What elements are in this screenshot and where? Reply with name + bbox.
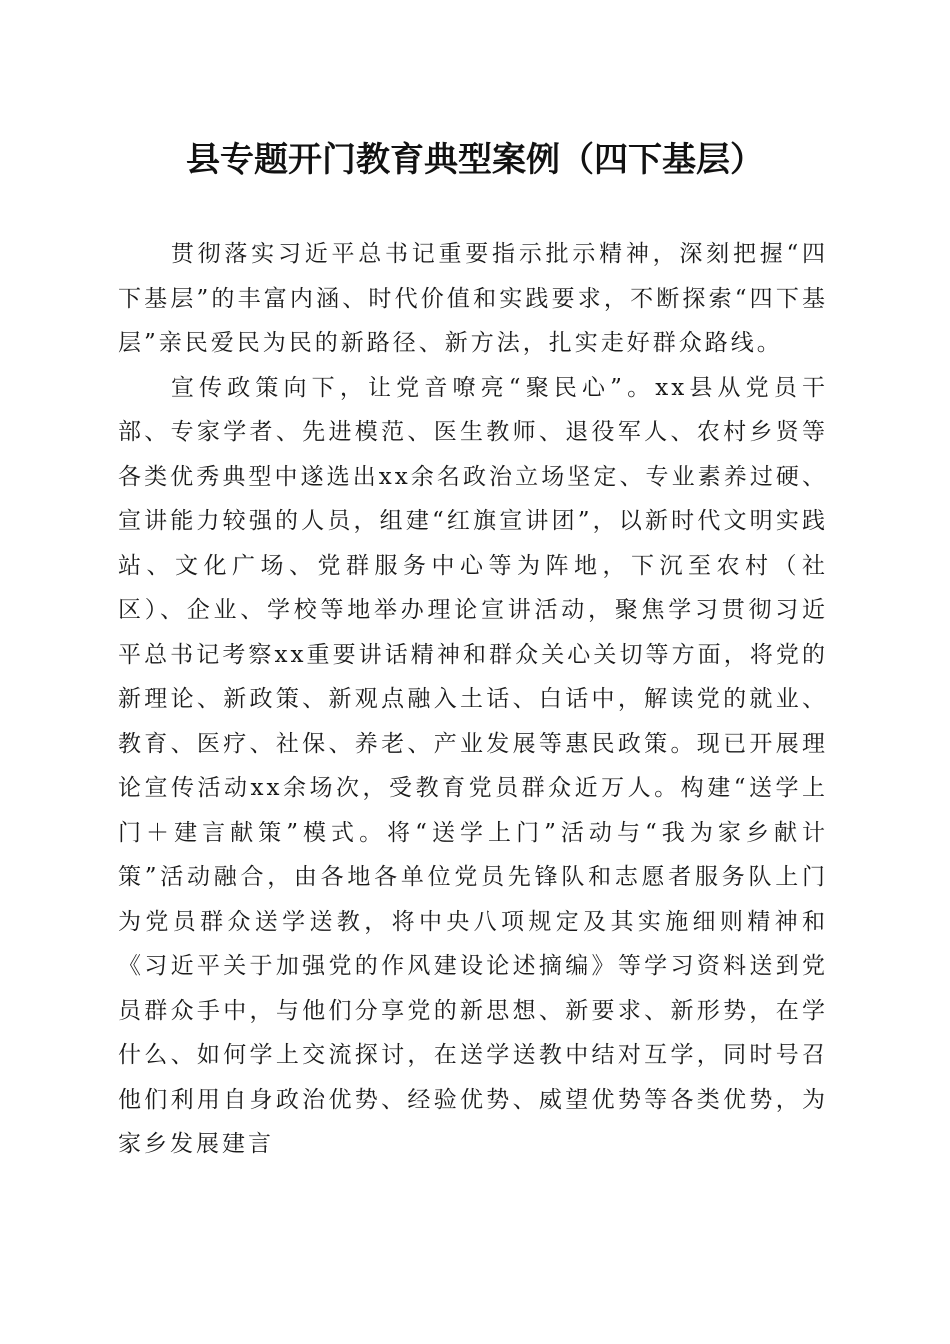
document-title: 县专题开门教育典型案例（四下基层）	[186, 140, 764, 180]
paragraph-intro: 贯彻落实习近平总书记重要指示批示精神，深刻把握“四下基层”的丰富内涵、时代价值和实践要求，不断探索“四下基层”亲民爱民为民的新路径、新方法，扎实走好群众路线。	[118, 241, 828, 356]
paragraph-policy-publicity: 宣传政策向下，让党音嘹亮“聚民心”。xx县从党员干部、专家学者、先进模范、医生教师、退役军人、农村乡贤等各类优秀典型中遂选出xx余名政治立场坚定、专业素养过硬、宣讲能力较强的人员，组建“红旗宣讲团”，以新时代文明实践站、文化广场、党群服务中心等为阵地，下沉至农村（社区）、企业、学校等地举办理论宣讲活动，聚焦学习贯彻习近平总书记考察xx重要讲话精神和群众关心关切等方面，将党的新理论、新政策、新观点融入土话、白话中，解读党的就业、教育、医疗、社保、养老、产业发展等惠民政策。现已开展理论宣传活动xx余场次，受教育党员群众近万人。构建“送学上门＋建言献策”模式。将“送学上门”活动与“我为家乡献计策”活动融合，由各地各单位党员先锋队和志愿者服务队上门为党员群众送学送教，将中央八项规定及其实施细则精神和《习近平关于加强党的作风建设论述摘编》等学习资料送到党员群众手中，与他们分享党的新思想、新要求、新形势，在学什么、如何学上交流探讨，在送学送教中结对互学，同时号召他们利用自身政治优势、经验优势、威望优势等各类优势，为家乡发展建言	[118, 374, 828, 1157]
document-body	[118, 232, 828, 1167]
